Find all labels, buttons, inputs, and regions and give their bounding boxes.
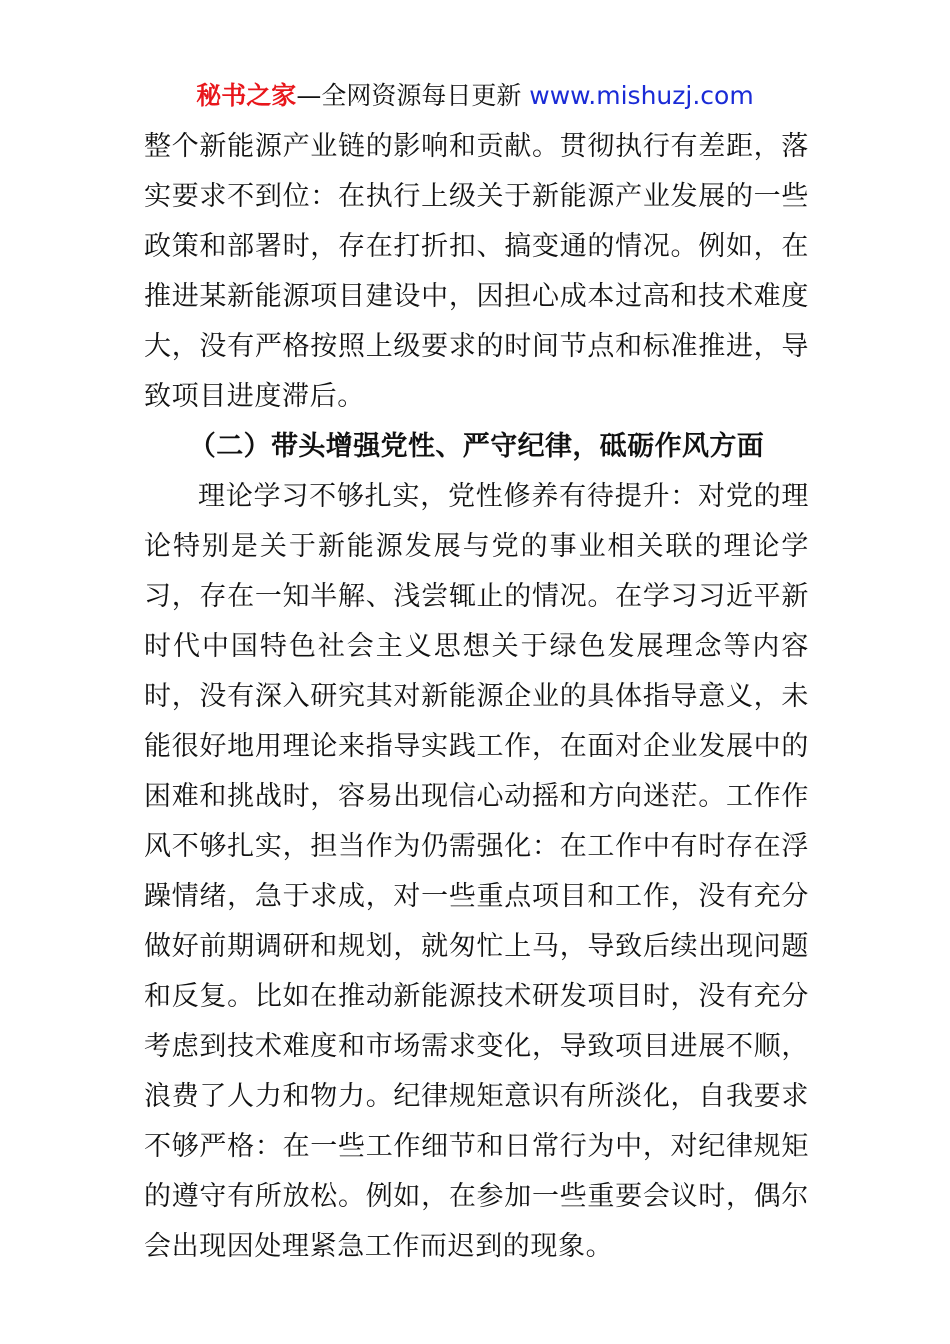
site-url-link[interactable]: www.mishuzj.com <box>529 81 754 110</box>
header-tagline: —全网资源每日更新 <box>296 81 530 110</box>
document-body <box>144 122 809 1272</box>
brand-name: 秘书之家 <box>196 81 297 110</box>
page-header <box>0 80 950 112</box>
paragraph-theory-study: 理论学习不够扎实，党性修养有待提升：对党的理论特别是关于新能源发展与党的事业相关联的理论学习，存在一知半解、浅尝辄止的情况。在学习习近平新时代中国特色社会主义思想关于绿色发展理念等内容时，没有深入研究其对新能源企业的具体指导意义，未能很好地用理论来指导实践工作，在面对企业发展中的困难和挑战时，容易出现信心动摇和方向迷茫。工作作风不够扎实，担当作为仍需强化：在工作中有时存在浮躁情绪，急于求成，对一些重点项目和工作，没有充分做好前期调研和规划，就匆忙上马，导致后续出现问题和反复。比如在推动新能源技术研发项目时，没有充分考虑到技术难度和市场需求变化，导致项目进展不顺，浪费了人力和物力。纪律规矩意识有所淡化，自我要求不够严格：在一些工作细节和日常行为中，对纪律规矩的遵守有所放松。例如，在参加一些重要会议时，偶尔会出现因处理紧急工作而迟到的现象。 <box>144 481 809 1262</box>
paragraph-continued: 整个新能源产业链的影响和贡献。贯彻执行有差距，落实要求不到位：在执行上级关于新能源产业发展的一些政策和部署时，存在打折扣、搞变通的情况。例如，在推进某新能源项目建设中，因担心成本过高和技术难度大，没有严格按照上级要求的时间节点和标准推进，导致项目进度滞后。 <box>144 131 809 412</box>
section-heading: （二）带头增强党性、严守纪律，砥砺作风方面 <box>188 431 765 462</box>
